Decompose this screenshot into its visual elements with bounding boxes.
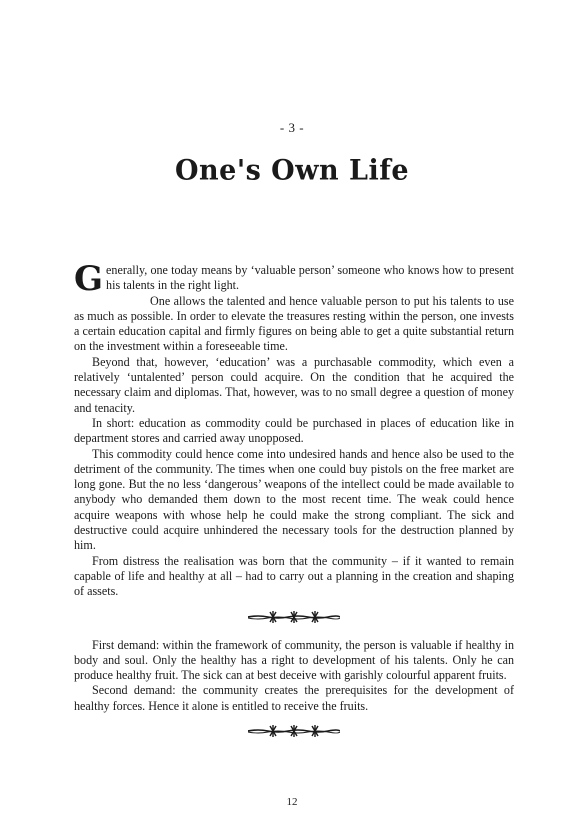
paragraph: This commodity could hence come into undesired hands and hence also be used to the detriment of the community. The times when one could buy pistols on the free market are long gone. But the no less ‘dangerous’ weapons of the intellect could be made available to anybody who demanded them down to the most recent time. The weak could hence acquire weapons with whose help he could make the strong compliant. The sick and destructive could acquire unhindered the necessary tools for the destruction planned by him. xyxy=(74,446,514,553)
paragraph: In short: education as commodity could be purchased in places of education like in department stores and carried away unopposed. xyxy=(74,415,514,446)
paragraph: First demand: within the framework of community, the person is valuable if healthy in body and soul. Only the healthy has a right to development of his talents. Only he can produce healthy fruit. The sick can at best deceive with garishly colourful apparent fruits. xyxy=(74,637,514,683)
barbed-wire-ornament-icon xyxy=(74,609,514,625)
body-text xyxy=(74,259,514,752)
chapter-title: One's Own Life xyxy=(174,154,410,187)
paragraph: One allows the talented and hence valuable person to put his talents to use as much as possible. In order to elevate the treasures resting within the person, one invests a certain education capital and firmly figures on being able to get a quite substantial return on the investment within a foreseeable time. xyxy=(74,293,514,354)
chapter-number: - 3 - xyxy=(279,120,305,135)
page-number: 12 xyxy=(286,796,298,808)
paragraph: From distress the realisation was born that the community – if it wanted to remain capable of life and healthy at all – had to carry out a planning in the creation and shaping of assets. xyxy=(74,553,514,599)
paragraph: Beyond that, however, ‘education’ was a purchasable commodity, which even a relatively ‘untalented’ person could acquire. On the condition that he acquired the necessary claim and diplomas. That, however, was to no small degree a question of money and tenacity. xyxy=(74,354,514,415)
paragraph xyxy=(74,259,514,299)
paragraph: Second demand: the community creates the prerequisites for the development of healthy forces. Hence it alone is entitled to receive the fruits. xyxy=(74,683,514,713)
paragraph-text: enerally, one today means by ‘valuable person’ someone who knows how to present his talents in the right light. xyxy=(106,263,514,293)
drop-cap: G xyxy=(74,259,104,299)
barbed-wire-ornament-icon xyxy=(74,723,514,739)
